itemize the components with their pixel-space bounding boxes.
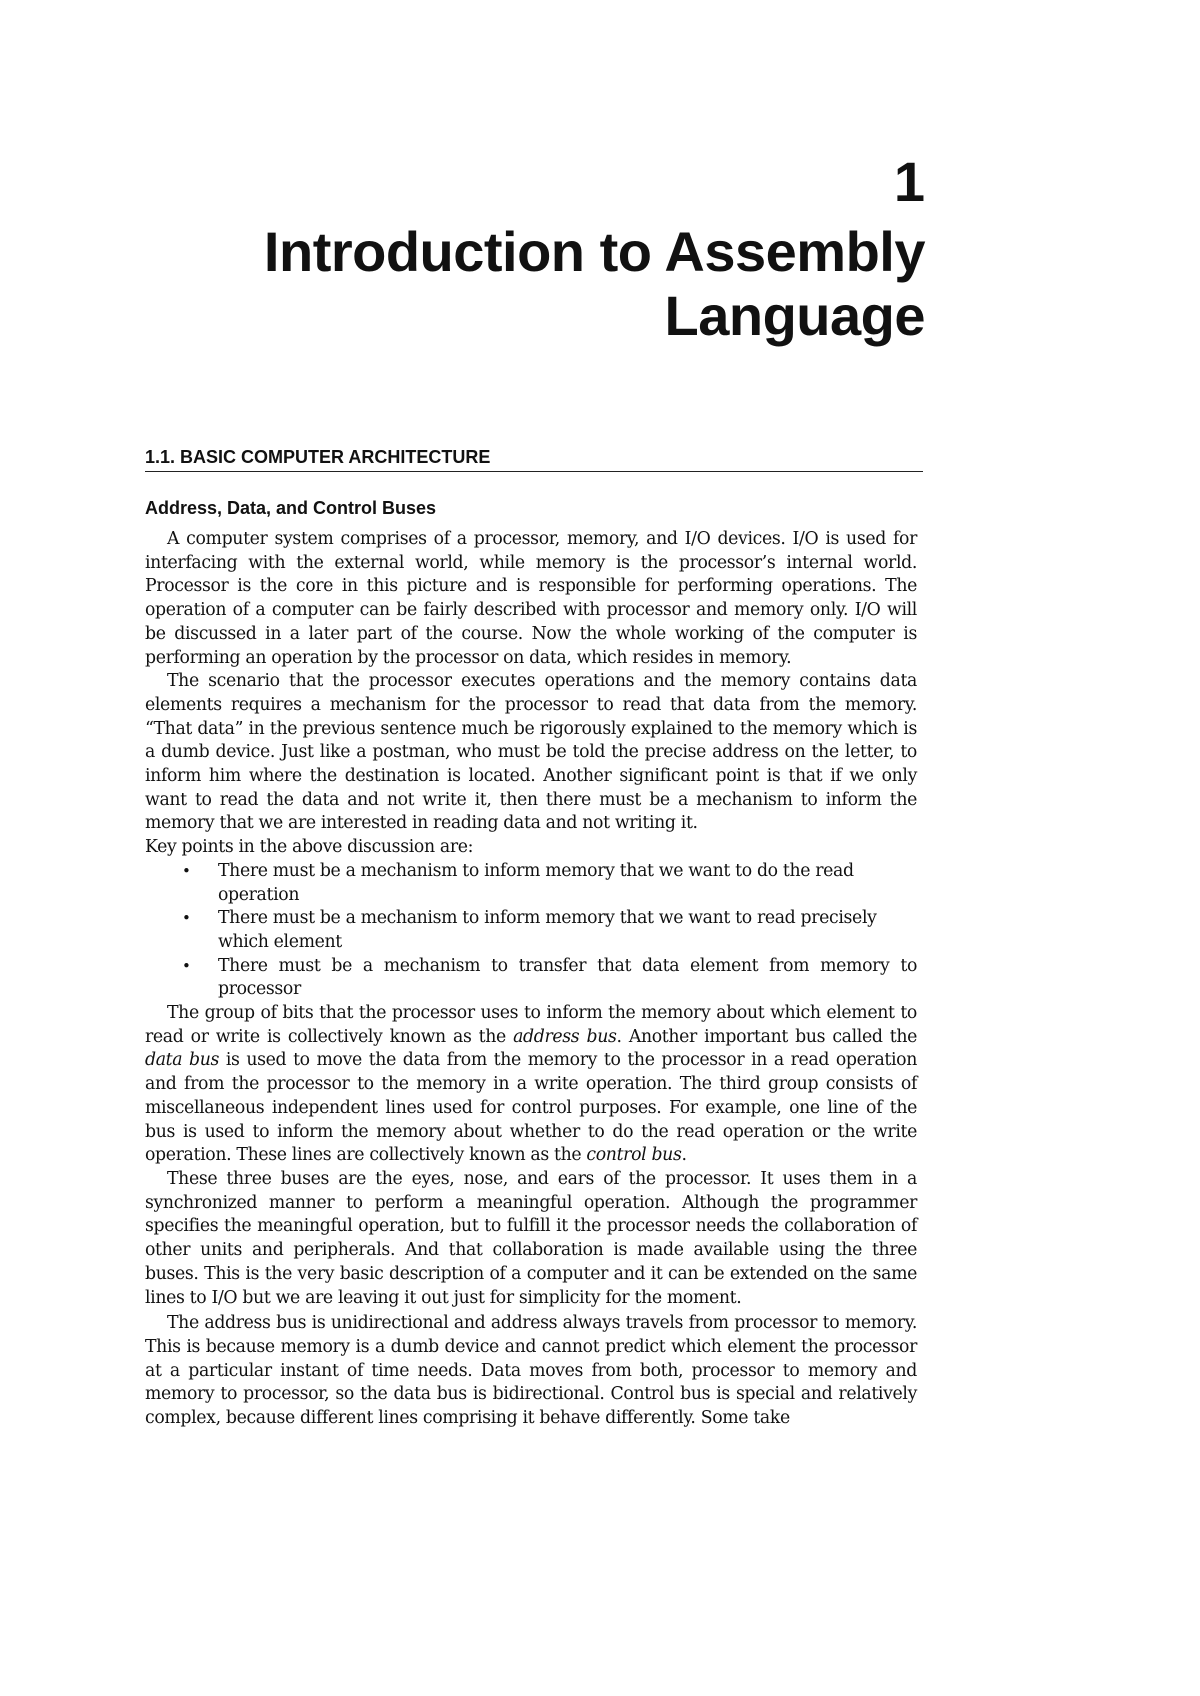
paragraph-4 — [145, 1002, 917, 1168]
bullet-icon: • — [182, 956, 191, 975]
chapter-title — [185, 220, 925, 348]
paragraph-4-text-a: The group of bits that the processor uses to inform the memory about which element to read or write is collectively known as the — [145, 1003, 917, 1047]
paragraph-3: Key points in the above discussion are: — [145, 837, 474, 858]
paragraph-4-text-c: is used to move the data from the memory to the processor in a read operation and from the processor to the memory in a write operation. The third group consists of miscellaneous independent lines used for control purposes. For example, one line of the bus is used to inform the memory about whether to do the read operation or the write operation. These lines are collectively known as the — [145, 1050, 917, 1166]
data-bus-term: data bus — [145, 1050, 220, 1071]
paragraph-5: These three buses are the eyes, nose, and ears of the processor. It uses them in a synchronized manner to perform a meaningful operation. Although the programmer specifies the meaningful operation, but to fulfill it the processor needs the collaboration of other units and peripherals. And that collaboration is made available using the three buses. This is the very basic description of a computer and it can be extended on the same lines to I/O but we are leaving it out just for simplicity for the moment. — [145, 1168, 917, 1308]
list-item — [182, 860, 917, 907]
key-points-list — [145, 860, 917, 1002]
sub-heading: Address, Data, and Control Buses — [145, 498, 437, 518]
bullet-icon: • — [182, 861, 191, 880]
paragraph-1: A computer system comprises of a processor, memory, and I/O devices. I/O is used for interfacing with the external world, while memory is the processor’s internal world. Processor is the core in this picture and is responsible for performing operations. The operation of a computer can be fairly described with processor and memory only. I/O will be discussed in a later part of the course. Now the whole working of the computer is performing an operation by the processor on data, which resides in memory. — [145, 529, 917, 668]
paragraph-2: The scenario that the processor executes operations and the memory contains data elements requires a mechanism for the processor to read that data from the memory. “That data” in the previous sentence much be rigorously explained to the memory which is a dumb device. Just like a postman, who must be told the precise address on the letter, to inform him where the destination is located. Another significant point is that if we only want to read the data and not write it, then there must be a mechanism to inform the memory that we are interested in reading data and not writing it. — [145, 671, 917, 834]
list-item — [182, 955, 917, 1002]
address-bus-term: address bus — [513, 1026, 617, 1047]
list-item — [182, 907, 917, 954]
chapter-title-line-2: Language — [664, 284, 925, 347]
paragraph-4-text-b: . Another important bus called the — [616, 1026, 917, 1047]
section-heading: 1.1. BASIC COMPUTER ARCHITECTURE — [145, 446, 923, 472]
document-page — [145, 0, 925, 1696]
list-item-text: There must be a mechanism to transfer that data element from memory to processor — [218, 955, 917, 1000]
paragraph-4-text-d: . — [681, 1145, 687, 1166]
list-item-text: There must be a mechanism to inform memory that we want to do the read operation — [218, 860, 854, 905]
chapter-number: 1 — [893, 150, 925, 213]
chapter-title-line-1: Introduction to Assembly — [263, 220, 925, 283]
body-text — [145, 528, 917, 1431]
paragraph-6: The address bus is unidirectional and address always travels from processor to memory. This is because memory is a dumb device and cannot predict which element the processor at a particular instant of time needs. Data moves from both, processor to memory and memory to processor, so the data bus is bidirectional. Control bus is special and relatively complex, because different lines comprising it behave differently. Some take — [145, 1313, 917, 1429]
list-item-text: There must be a mechanism to inform memory that we want to read precisely which element — [218, 908, 877, 952]
control-bus-term: control bus — [586, 1145, 682, 1166]
bullet-icon: • — [182, 909, 191, 928]
